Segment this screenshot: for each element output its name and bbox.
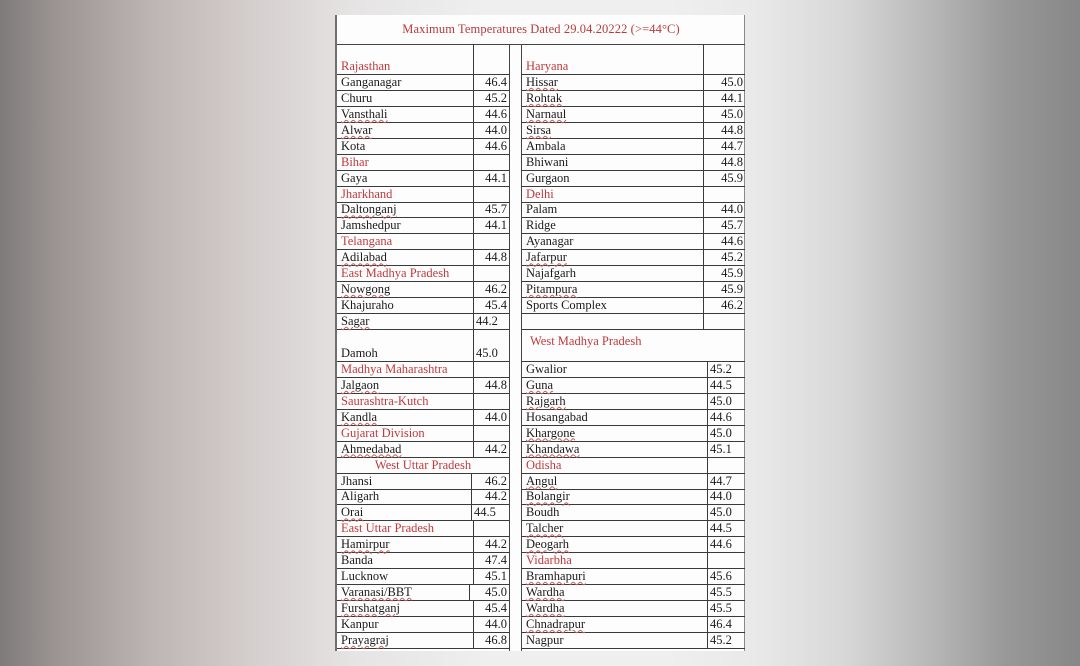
station-name: Wardha — [526, 601, 565, 615]
cell-divider — [707, 410, 708, 426]
table-row — [337, 123, 509, 139]
region-header — [522, 187, 745, 203]
table-row — [337, 139, 509, 155]
cell-divider — [473, 537, 474, 553]
table-row — [522, 490, 745, 506]
cell-divider — [703, 187, 704, 203]
cell-divider — [473, 330, 474, 362]
temperature-value: 45.0 — [721, 106, 743, 121]
station-name: Adilabad — [341, 250, 387, 265]
cell-divider — [473, 171, 474, 187]
station-name: Hissar — [526, 74, 558, 89]
temperature-value: 44.0 — [485, 616, 507, 631]
temperature-value: 44.2 — [485, 441, 507, 456]
region-header — [337, 426, 509, 442]
temperature-value: 44.7 — [721, 138, 743, 153]
table-row — [337, 569, 509, 585]
table-row — [337, 314, 509, 330]
temperature-value: 45.5 — [710, 585, 732, 600]
table-row — [522, 426, 745, 442]
station-name: Aligarh — [341, 489, 380, 504]
cell-divider — [703, 171, 704, 187]
region-header — [337, 234, 509, 250]
table-row — [337, 633, 509, 649]
region-header — [337, 155, 509, 171]
table-row — [337, 107, 509, 123]
table-row — [522, 362, 745, 378]
region-name: Bihar — [341, 154, 369, 169]
station-name: Boudh — [526, 505, 560, 520]
station-name: Lucknow — [341, 569, 389, 584]
station-name: Kanpur — [341, 616, 379, 631]
cell-divider — [707, 537, 708, 553]
temperature-value: 44.7 — [710, 473, 732, 488]
table-row — [522, 314, 745, 330]
table-row — [337, 282, 509, 298]
cell-divider — [703, 44, 704, 75]
temperature-value: 44.6 — [485, 106, 507, 121]
cell-divider — [473, 44, 474, 75]
station-name: Najafgarh — [526, 266, 576, 281]
region-name: West Uttar Pradesh — [374, 457, 472, 472]
temperature-value: 45.7 — [721, 218, 743, 233]
cell-divider — [703, 314, 704, 330]
table-row — [522, 601, 745, 617]
station-name: Prayagraj — [341, 632, 389, 647]
temperature-value: 45.1 — [710, 441, 732, 456]
station-name: Daltonganj — [341, 202, 397, 217]
region-name: Vidarbha — [526, 553, 572, 568]
station-name: Hamirpur — [341, 537, 390, 552]
table-row — [522, 234, 745, 250]
region-header — [337, 521, 509, 537]
station-name: Churu — [341, 90, 373, 105]
region-header — [337, 266, 509, 282]
cell-divider — [473, 601, 474, 617]
cell-divider — [707, 490, 708, 506]
temperature-value: 46.4 — [710, 616, 732, 631]
station-name: Gwalior — [526, 361, 567, 376]
cell-divider — [473, 91, 474, 107]
table-row — [522, 203, 745, 219]
station-name: Jalgaon — [341, 377, 380, 392]
station-name: Alwar — [341, 122, 373, 137]
cell-divider — [703, 234, 704, 250]
cell-divider — [707, 633, 708, 649]
station-name: Orai — [341, 505, 364, 520]
column-separator — [509, 44, 522, 651]
cell-divider — [707, 553, 708, 569]
cell-divider — [473, 553, 474, 569]
cell-divider — [473, 187, 474, 203]
cell-divider — [473, 410, 474, 426]
cell-divider — [707, 458, 708, 474]
station-name: Angul — [526, 473, 558, 488]
temperature-value: 45.0 — [710, 505, 732, 520]
region-header — [522, 553, 745, 569]
table-row — [337, 378, 509, 394]
table-row — [522, 91, 745, 107]
station-name: Wardha — [526, 585, 565, 600]
temperature-value: 44.0 — [710, 489, 732, 504]
cell-divider — [473, 426, 474, 442]
station-name: Khajuraho — [341, 298, 394, 313]
table-row — [522, 537, 745, 553]
station-name: Talcher — [526, 521, 564, 536]
cell-divider — [707, 521, 708, 537]
cell-divider — [707, 394, 708, 410]
table-row — [337, 442, 509, 458]
region-header — [337, 44, 509, 75]
table-row — [337, 298, 509, 314]
temperature-value: 47.4 — [485, 553, 507, 568]
temperature-value: 44.8 — [485, 377, 507, 392]
station-name: Banda — [341, 553, 373, 568]
cell-divider — [707, 585, 708, 601]
cell-divider — [473, 250, 474, 266]
table-row — [337, 75, 509, 91]
region-name: Delhi — [526, 186, 554, 201]
table-row — [522, 474, 745, 490]
station-name: Gurgaon — [526, 170, 570, 185]
table-row — [522, 266, 745, 282]
temperature-value: 44.2 — [485, 489, 507, 504]
temperature-value: 46.2 — [485, 282, 507, 297]
station-name: Ambala — [526, 138, 566, 153]
station-name: Jafarpur — [526, 250, 567, 265]
region-header — [337, 458, 509, 474]
station-name: Jhansi — [341, 473, 373, 488]
cell-divider — [707, 442, 708, 458]
temperature-value: 44.2 — [485, 537, 507, 552]
cell-divider — [707, 569, 708, 585]
table-row — [337, 537, 509, 553]
cell-divider — [473, 314, 474, 330]
region-name: Telangana — [341, 234, 393, 249]
temperature-value: 45.5 — [710, 601, 732, 615]
cell-divider — [473, 139, 474, 155]
station-name: Ahmedabad — [341, 441, 402, 456]
temperature-value: 44.2 — [476, 314, 498, 328]
cell-divider — [707, 362, 708, 378]
temperature-value: 45.2 — [710, 632, 732, 647]
table-row — [522, 521, 745, 537]
table-row — [522, 155, 745, 171]
table-row — [522, 633, 745, 649]
temperature-value: 45.0 — [710, 425, 732, 440]
station-name: Ganganagar — [341, 74, 402, 89]
station-name: Varanasi/BBT — [341, 585, 412, 600]
region-name: Jharkhand — [341, 186, 393, 201]
region-header — [337, 362, 509, 378]
table-row — [522, 617, 745, 633]
table-row — [337, 585, 509, 601]
temperature-value: 44.0 — [485, 122, 507, 137]
temperature-value: 46.2 — [485, 473, 507, 488]
temperature-value: 45.6 — [710, 569, 732, 584]
station-name: Sports Complex — [526, 298, 607, 313]
region-name: Gujarat Division — [341, 425, 425, 440]
station-name: Palam — [526, 202, 558, 217]
cell-divider — [473, 617, 474, 633]
station-name: Hosangabad — [526, 409, 588, 424]
cell-divider — [473, 203, 474, 219]
cell-divider — [473, 155, 474, 171]
temperature-value: 45.2 — [710, 361, 732, 376]
region-header — [522, 458, 745, 474]
temperature-value: 44.0 — [721, 202, 743, 217]
table-row — [522, 139, 745, 155]
temperature-value: 45.4 — [485, 601, 507, 615]
table-row — [522, 569, 745, 585]
station-name: Furshatganj — [341, 601, 401, 615]
table-row — [522, 585, 745, 601]
cell-divider — [471, 490, 472, 506]
cell-divider — [703, 282, 704, 298]
cell-divider — [707, 617, 708, 633]
cell-divider — [707, 505, 708, 521]
station-name: Bolangir — [526, 489, 570, 504]
temperature-value: 44.8 — [721, 154, 743, 169]
station-name: Narnaul — [526, 106, 567, 121]
temperature-value: 45.0 — [721, 74, 743, 89]
temperature-value: 44.8 — [721, 122, 743, 137]
table-row — [522, 378, 745, 394]
temperature-value: 44.6 — [710, 537, 732, 552]
table-row — [337, 330, 509, 362]
table-row — [522, 75, 745, 91]
table-row — [337, 218, 509, 234]
table-row — [522, 394, 745, 410]
station-name: Nowgong — [341, 282, 391, 297]
temperature-value: 44.6 — [721, 234, 743, 249]
cell-divider — [473, 266, 474, 282]
station-name: Rajgarh — [526, 393, 566, 408]
cell-divider — [473, 282, 474, 298]
temperature-value: 45.1 — [485, 569, 507, 584]
cell-divider — [473, 569, 474, 585]
table-row — [337, 410, 509, 426]
station-name: Nagpur — [526, 632, 564, 647]
cell-divider — [703, 91, 704, 107]
station-name: Damoh — [341, 346, 378, 360]
cell-divider — [473, 123, 474, 139]
table-row — [522, 442, 745, 458]
cell-divider — [707, 601, 708, 617]
cell-divider — [703, 123, 704, 139]
table-row — [522, 123, 745, 139]
region-name: Haryana — [526, 59, 569, 73]
temperature-value: 44.8 — [485, 250, 507, 265]
cell-divider — [703, 266, 704, 282]
region-header — [337, 187, 509, 203]
table-row — [337, 553, 509, 569]
cell-divider — [473, 218, 474, 234]
station-name: Bhiwani — [526, 154, 569, 169]
temperature-document — [335, 15, 745, 651]
region-header — [522, 44, 745, 75]
temperature-value: 45.7 — [485, 202, 507, 217]
table-row — [337, 91, 509, 107]
cell-divider — [473, 234, 474, 250]
temperature-value: 46.4 — [485, 74, 507, 89]
temperature-value: 45.2 — [721, 250, 743, 265]
temperature-value: 44.5 — [474, 505, 496, 520]
station-name: Gaya — [341, 170, 368, 185]
station-name: Kota — [341, 138, 366, 153]
region-name: West Madhya Pradesh — [530, 334, 642, 348]
temperature-value: 45.0 — [485, 585, 507, 600]
table-row — [337, 203, 509, 219]
station-name: Jamshedpur — [341, 218, 401, 233]
cell-divider — [473, 298, 474, 314]
region-name: Rajasthan — [341, 59, 391, 73]
cell-divider — [707, 378, 708, 394]
cell-divider — [703, 218, 704, 234]
temperature-value: 44.1 — [721, 90, 743, 105]
cell-divider — [707, 474, 708, 490]
region-header — [337, 394, 509, 410]
temperature-value: 45.9 — [721, 170, 743, 185]
table-row — [522, 218, 745, 234]
cell-divider — [703, 298, 704, 314]
station-name: Ayanagar — [526, 234, 574, 249]
table-row — [337, 490, 509, 506]
region-name: East Madhya Pradesh — [341, 266, 450, 281]
station-name: Kandla — [341, 409, 378, 424]
station-name: Sirsa — [526, 122, 551, 137]
temperature-value: 46.8 — [485, 632, 507, 647]
cell-divider — [469, 585, 470, 601]
temperature-value: 44.1 — [485, 170, 507, 185]
cell-divider — [473, 442, 474, 458]
table-row — [337, 617, 509, 633]
cell-divider — [703, 139, 704, 155]
station-name: Khandawa — [526, 441, 580, 456]
table-row — [522, 107, 745, 123]
station-name: Rohtak — [526, 90, 563, 105]
table-row — [337, 474, 509, 490]
temperature-value: 44.5 — [710, 521, 732, 536]
table-row — [522, 250, 745, 266]
cell-divider — [703, 250, 704, 266]
cell-divider — [471, 505, 472, 521]
temperature-value: 45.4 — [485, 298, 507, 313]
document-title: Maximum Temperatures Dated 29.04.20222 (>=44°C) — [337, 15, 745, 45]
cell-divider — [473, 107, 474, 123]
cell-divider — [703, 107, 704, 123]
temperature-value: 44.5 — [710, 377, 732, 392]
temperature-value: 46.2 — [721, 298, 743, 313]
temperature-value: 45.9 — [721, 266, 743, 281]
temperature-value: 44.6 — [710, 409, 732, 424]
region-name: Odisha — [526, 457, 562, 472]
table-row — [337, 601, 509, 617]
cell-divider — [707, 426, 708, 442]
temperature-value: 44.6 — [485, 138, 507, 153]
station-name: Bramhapuri — [526, 569, 586, 584]
table-row — [337, 505, 509, 521]
temperature-value: 44.0 — [485, 409, 507, 424]
table-row — [522, 171, 745, 187]
table-row — [337, 250, 509, 266]
station-name: Chnadrapur — [526, 616, 586, 631]
temperature-value: 45.0 — [710, 393, 732, 408]
table-row — [522, 282, 745, 298]
cell-divider — [473, 378, 474, 394]
station-name: Ridge — [526, 218, 556, 233]
table-row — [522, 505, 745, 521]
station-name: Pitampura — [526, 282, 578, 297]
cell-divider — [473, 394, 474, 410]
temperature-value: 45.0 — [476, 346, 498, 360]
cell-divider — [473, 75, 474, 91]
right-table — [522, 44, 745, 649]
station-name: Deogarh — [526, 537, 570, 552]
station-name: Guna — [526, 377, 554, 392]
cell-divider — [473, 521, 474, 537]
left-table — [337, 44, 509, 649]
region-name: Saurashtra-Kutch — [341, 393, 429, 408]
cell-divider — [703, 155, 704, 171]
cell-divider — [473, 633, 474, 649]
station-name: Vansthali — [341, 106, 388, 121]
temperature-value: 45.9 — [721, 282, 743, 297]
cell-divider — [703, 75, 704, 91]
cell-divider — [471, 474, 472, 490]
region-header — [522, 330, 745, 362]
table-row — [522, 298, 745, 314]
region-name: East Uttar Pradesh — [341, 521, 435, 536]
station-name: Sagar — [341, 314, 370, 328]
table-row — [337, 171, 509, 187]
region-name: Madhya Maharashtra — [341, 361, 448, 376]
cell-divider — [473, 362, 474, 378]
table-row — [522, 410, 745, 426]
temperature-value: 45.2 — [485, 90, 507, 105]
station-name: Khargone — [526, 425, 576, 440]
temperature-value: 44.1 — [485, 218, 507, 233]
cell-divider — [703, 203, 704, 219]
